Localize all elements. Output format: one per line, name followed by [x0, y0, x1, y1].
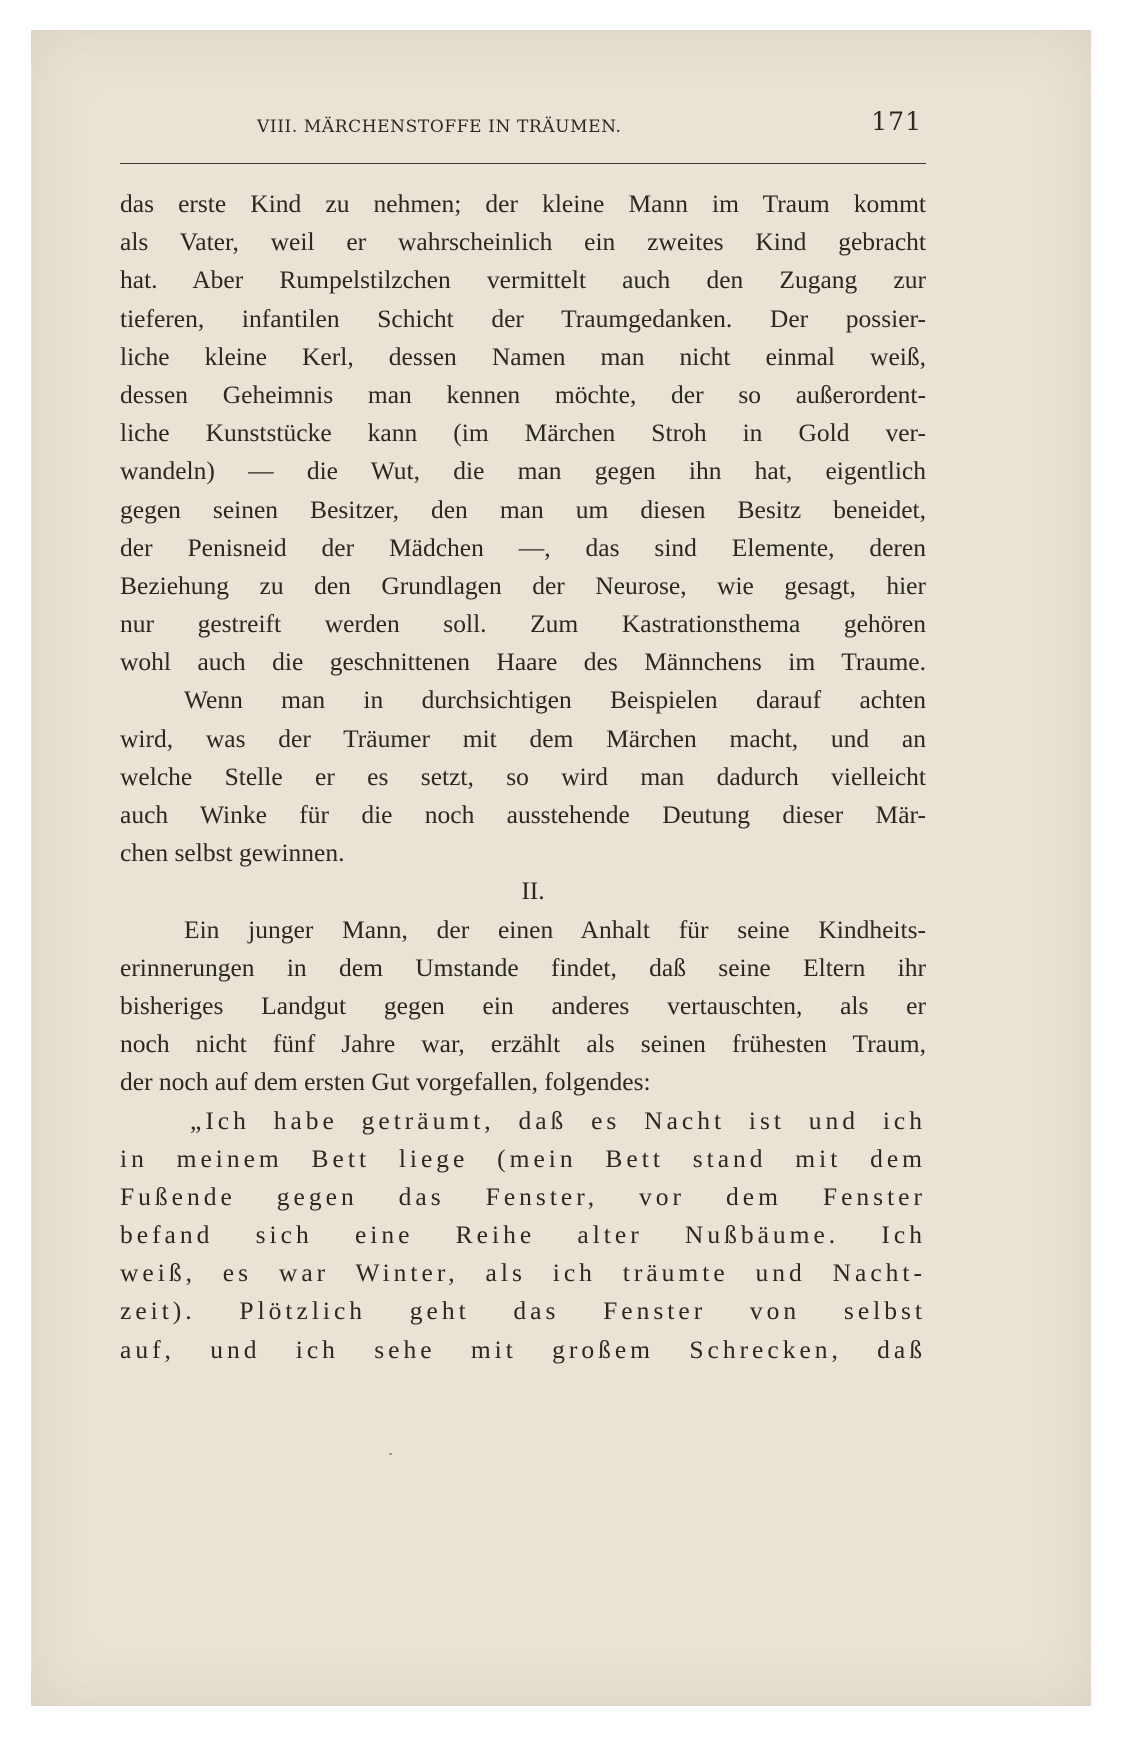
section-heading: II.	[521, 876, 545, 906]
text-line: welche Stelle er es setzt, so wird man dadurch vielleicht	[120, 761, 926, 791]
running-title: VIII. MÄRCHENSTOFFE IN TRÄUMEN.	[257, 117, 622, 137]
page-header	[120, 105, 926, 145]
quoted-dream-line: weiß, es war Winter, als ich träumte und Nacht-	[120, 1258, 926, 1288]
text-line: liche Kunststücke kann (im Märchen Stroh in Gold ver-	[120, 418, 926, 448]
text-line: liche kleine Kerl, dessen Namen man nicht einmal weiß,	[120, 341, 926, 371]
paragraph-first-line: Wenn man in durchsichtigen Beispielen darauf achten	[184, 685, 926, 715]
text-line: das erste Kind zu nehmen; der kleine Mann im Traum kommt	[120, 189, 926, 218]
text-line: wird, was der Träumer mit dem Märchen macht, und an	[120, 723, 926, 753]
quoted-dream-line: in meinem Bett liege (mein Bett stand mit dem	[120, 1143, 926, 1173]
text-line: hat. Aber Rumpelstilzchen vermittelt auch den Zugang zur	[120, 265, 926, 295]
text-line: bisheriges Landgut gegen ein anderes vertauschten, als er	[120, 990, 926, 1020]
text-line: wandeln) — die Wut, die man gegen ihn hat, eigentlich	[120, 456, 926, 486]
quoted-dream-line: auf, und ich sehe mit großem Schrecken, daß	[120, 1334, 926, 1364]
quoted-dream-line: „Ich habe geträumt, daß es Nacht ist und ich	[190, 1105, 926, 1135]
text-line: tieferen, infantilen Schicht der Traumgedanken. Der possier-	[120, 303, 926, 333]
header-rule	[120, 163, 926, 164]
text-line: dessen Geheimnis man kennen möchte, der so außerordent-	[120, 379, 926, 409]
text-line: gegen seinen Besitzer, den man um diesen Besitz beneidet,	[120, 494, 926, 524]
text-line: als Vater, weil er wahrscheinlich ein zweites Kind gebracht	[120, 227, 926, 257]
paragraph-first-line: Ein junger Mann, der einen Anhalt für seine Kindheits-	[184, 914, 926, 944]
text-line: erinnerungen in dem Umstande findet, daß seine Eltern ihr	[120, 952, 926, 982]
paragraph-last-line: chen selbst gewinnen.	[120, 838, 345, 868]
body-text	[120, 185, 926, 1369]
text-line: auch Winke für die noch ausstehende Deutung dieser Mär-	[120, 800, 926, 829]
text-line: noch nicht fünf Jahre war, erzählt als seinen frühesten Traum,	[120, 1029, 926, 1059]
text-line: wohl auch die geschnittenen Haare des Männchens im Traume.	[120, 647, 926, 677]
quoted-dream-line: Fußende gegen das Fenster, vor dem Fenster	[120, 1181, 926, 1211]
text-line: Beziehung zu den Grundlagen der Neurose, wie gesagt, hier	[120, 570, 926, 600]
quoted-dream-line: befand sich eine Reihe alter Nußbäume. Ich	[120, 1220, 926, 1250]
text-line: der Penisneid der Mädchen —, das sind Elemente, deren	[120, 532, 926, 562]
page-number: 171	[871, 107, 922, 136]
text-line: nur gestreift werden soll. Zum Kastrationsthema gehören	[120, 609, 926, 639]
quoted-dream-line: zeit). Plötzlich geht das Fenster von selbst	[120, 1296, 926, 1326]
paragraph-last-line: der noch auf dem ersten Gut vorgefallen, folgendes:	[120, 1067, 651, 1097]
paper-speck	[389, 1453, 392, 1455]
